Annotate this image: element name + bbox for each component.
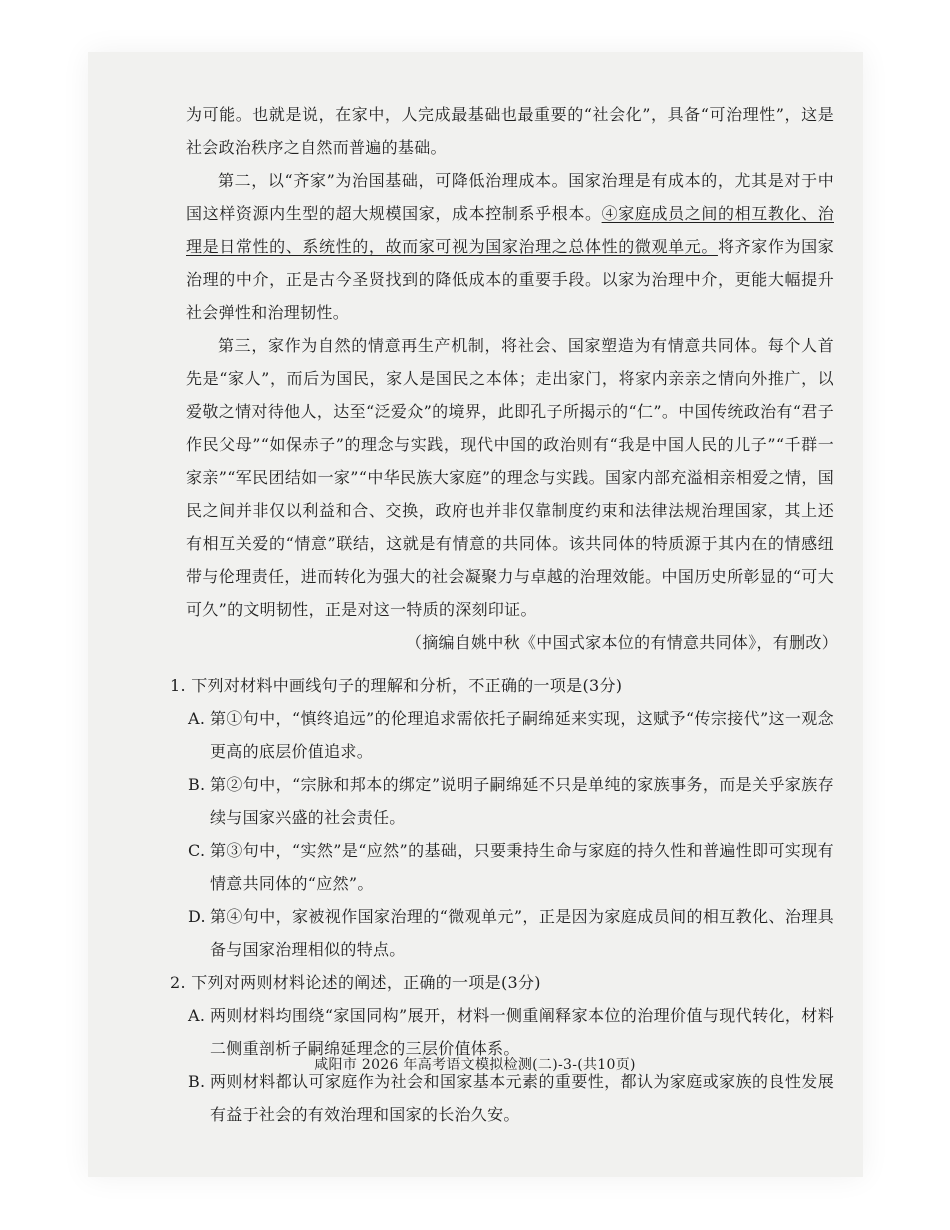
page-content [170,98,838,1131]
option-letter: B. [188,775,206,794]
option-text: 第①句中，“慎终追远”的伦理追求需依托子嗣绵延来实现，这赋予“传宗接代”这一观念更高的底层价值追求。 [210,709,834,761]
option-text: 第③句中，“实然”是“应然”的基础，只要秉持生命与家庭的持久性和普遍性即可实现有情意共同体的“应然”。 [210,841,834,893]
passage-paragraph-3: 第三，家作为自然的情意再生产机制，将社会、国家塑造为有情意共同体。每个人首先是“家人”，而后为国民，家人是国民之本体；走出家门，将家内亲亲之情向外推广，以爱敬之情对待他人，达至“泛爱众”的境界，此即孔子所揭示的“仁”。中国传统政治有“君子作民父母”“如保赤子”的理念与实践，现代中国的政治则有“我是中国人民的儿子”“千群一家亲”“军民团结如一家”“中华民族大家庭”的理念与实践。国家内部充溢相亲相爱之情，国民之间并非仅以利益和合、交换，政府也并非仅靠制度约束和法律法规治理国家，其上还有相互关爱的“情意”联结，这就是有情意的共同体。该共同体的特质源于其内在的情感纽带与伦理责任，进而转化为强大的社会凝聚力与卓越的治理效能。中国历史所彰显的“可大可久”的文明韧性，正是对这一特质的深刻印证。 [186,336,834,619]
option-letter: A. [188,1006,206,1025]
question-1-option-b [188,768,834,834]
question-1-stem: 1. 下列对材料中画线句子的理解和分析，不正确的一项是(3分) [170,676,623,695]
option-text: 第④句中，家被视作国家治理的“微观单元”，正是因为家庭成员间的相互教化、治理具备与国家治理相似的特点。 [210,907,834,959]
option-text: 两则材料均围绕“家国同构”展开，材料一侧重阐释家本位的治理价值与现代转化，材料二侧重剖析子嗣绵延理念的三层价值体系。 [210,1006,834,1058]
passage-paragraph-2 [186,164,834,329]
underlined-sentence-4: ④家庭成员之间的相互教化、治理是日常性的、系统性的，故而家可视为国家治理之总体性的微观单元。 [186,204,834,256]
paragraph-2-start: 第二，以“齐家”为治国基础，可降低治理成本。国家治理是有成本的，尤其是对于中国这样资源内生型的超大规模国家，成本控制系乎根本。 [186,171,834,223]
question-2-stem: 2. 下列对两则材料论述的阐述，正确的一项是(3分) [170,973,541,992]
option-letter: C. [188,841,206,860]
option-letter: A. [188,709,206,728]
question-1-option-a [188,702,834,768]
paragraph-2-end: 将齐家作为国家治理的中介，正是古今圣贤找到的降低成本的重要手段。以家为治理中介，更能大幅提升社会弹性和治理韧性。 [186,237,834,322]
option-letter: D. [188,907,206,926]
question-2-option-b [188,1065,834,1131]
question-1-option-c [188,834,834,900]
passage-paragraph-1: 为可能。也就是说，在家中，人完成最基础也最重要的“社会化”，具备“可治理性”，这是社会政治秩序之自然而普遍的基础。 [186,105,834,157]
page-footer: 咸阳市 2026 年高考语文模拟检测(二)-3-(共10页) [314,1057,636,1073]
question-1-option-d [188,900,834,966]
passage-source: （摘编自姚中秋《中国式家本位的有情意共同体》，有删改） [405,633,838,652]
option-text: 第②句中，“宗脉和邦本的绑定”说明子嗣绵延不只是单纯的家族事务，而是关乎家族存续与国家兴盛的社会责任。 [210,775,834,827]
option-letter: B. [188,1072,206,1091]
option-text: 两则材料都认可家庭作为社会和国家基本元素的重要性，都认为家庭或家族的良性发展有益于社会的有效治理和国家的长治久安。 [210,1072,834,1124]
